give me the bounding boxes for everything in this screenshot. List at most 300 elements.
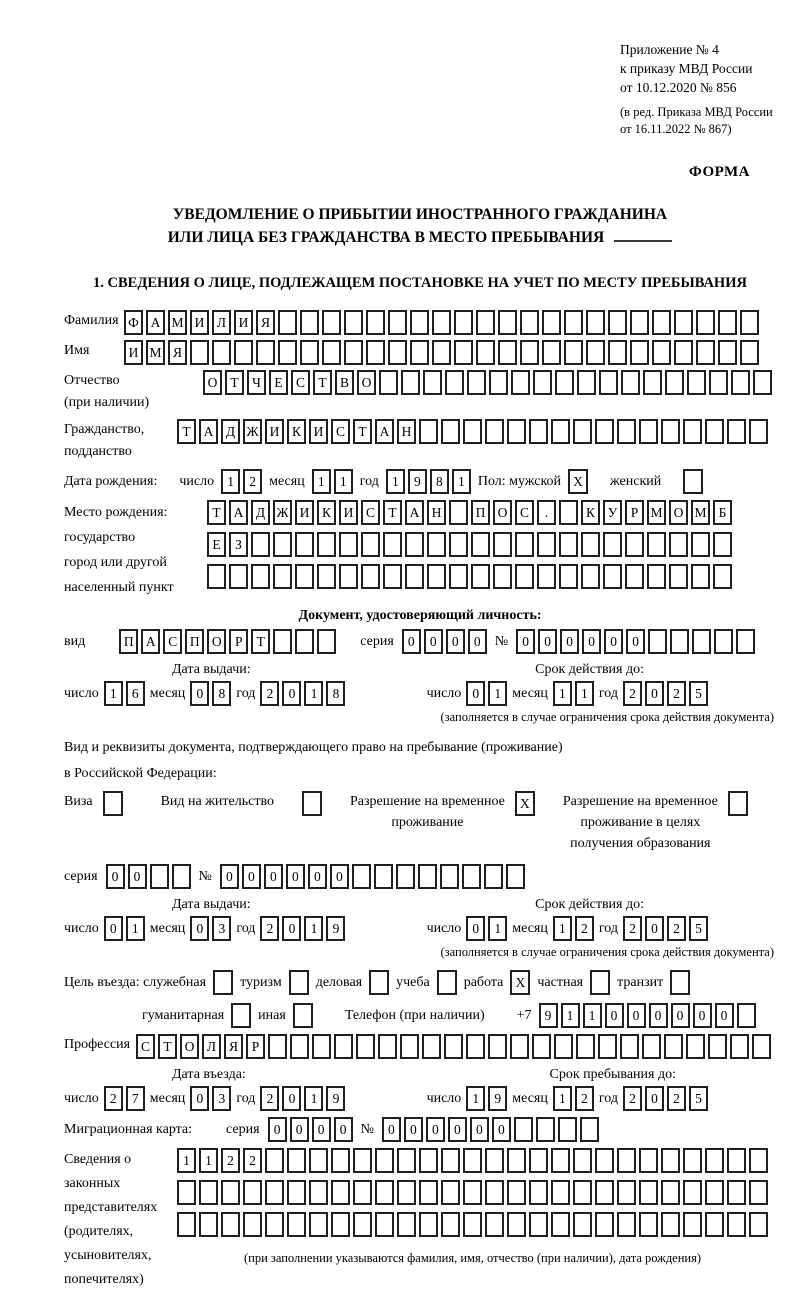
entry-date-headings [64, 1067, 776, 1083]
residence-doc-line-1: Вид и реквизиты документа, подтверждающего право на пребывание (проживание) [64, 740, 563, 755]
char-cell [661, 1212, 680, 1237]
char-cell: О [493, 500, 512, 525]
char-cell: 1 [334, 469, 353, 494]
char-cell [476, 340, 495, 365]
char-cell: У [603, 500, 622, 525]
char-cell: М [168, 310, 187, 335]
doc-valid-year [623, 681, 708, 706]
migration-card-row [64, 1117, 776, 1142]
char-cell [515, 532, 534, 557]
char-cell: К [581, 500, 600, 525]
doc-issue-year [260, 681, 345, 706]
char-cell [476, 310, 495, 335]
char-cell: Т [207, 500, 226, 525]
char-cell: П [185, 629, 204, 654]
char-cell [709, 370, 728, 395]
char-cell [537, 564, 556, 589]
char-cell: 9 [539, 1003, 558, 1028]
day-label: число [426, 1091, 462, 1106]
month-label: месяц [149, 921, 186, 936]
char-cell [234, 340, 253, 365]
char-cell: 0 [402, 629, 421, 654]
visa-label: Виза [64, 794, 93, 809]
char-cell [708, 1034, 727, 1059]
char-cell: 1 [575, 681, 594, 706]
char-cell: Я [224, 1034, 243, 1059]
char-cell: 1 [553, 916, 572, 941]
char-cell: 0 [128, 864, 147, 889]
char-cell [418, 864, 437, 889]
char-cell: Т [158, 1034, 177, 1059]
char-cell [621, 370, 640, 395]
char-cell [317, 532, 336, 557]
char-cell: 0 [330, 864, 349, 889]
char-cell: 0 [190, 681, 209, 706]
char-cell [696, 340, 715, 365]
char-cell [564, 340, 583, 365]
char-cell [630, 340, 649, 365]
birthplace-label-3: город или другой [64, 555, 167, 570]
char-cell [599, 370, 618, 395]
char-cell [251, 564, 270, 589]
year-label: год [236, 686, 256, 701]
temp-edu-label-line3: получения образования [570, 836, 711, 851]
char-cell [221, 1180, 240, 1205]
char-cell: А [199, 419, 218, 444]
char-cell: 0 [282, 1086, 301, 1111]
reps-cells-row3 [177, 1212, 768, 1237]
char-cell [692, 629, 711, 654]
char-cell [199, 1212, 218, 1237]
char-cell [229, 564, 248, 589]
char-cell: О [669, 500, 688, 525]
char-cell [309, 1180, 328, 1205]
char-cell: 1 [553, 681, 572, 706]
char-cell: 1 [561, 1003, 580, 1028]
char-cell: 2 [667, 916, 686, 941]
char-cell [551, 1148, 570, 1173]
birthplace-cells-row1 [207, 500, 732, 525]
char-cell [322, 310, 341, 335]
char-cell [378, 1034, 397, 1059]
char-cell: Т [177, 419, 196, 444]
char-cell [581, 564, 600, 589]
char-cell: З [229, 532, 248, 557]
char-cell [736, 629, 755, 654]
char-cell [749, 1180, 768, 1205]
char-cell [410, 310, 429, 335]
char-cell [507, 1212, 526, 1237]
birthplace-label-2: государство [64, 530, 136, 545]
doc-issue-day [104, 681, 145, 706]
profession-row [64, 1034, 776, 1059]
char-cell [317, 564, 336, 589]
char-cell [466, 1034, 485, 1059]
char-cell [493, 564, 512, 589]
char-cell [317, 629, 336, 654]
temp-edu-label [563, 791, 718, 854]
char-cell: А [229, 500, 248, 525]
char-cell [419, 1180, 438, 1205]
year-label: год [359, 474, 379, 489]
char-cell: Б [713, 500, 732, 525]
char-cell [300, 310, 319, 335]
char-cell [727, 419, 746, 444]
char-cell [740, 310, 759, 335]
permit-date-headings [64, 897, 776, 913]
char-cell [595, 419, 614, 444]
char-cell [383, 564, 402, 589]
char-cell: 1 [488, 681, 507, 706]
char-cell [379, 370, 398, 395]
temp-permit-label [350, 791, 505, 833]
char-cell [608, 340, 627, 365]
char-cell [221, 1212, 240, 1237]
char-cell [705, 1148, 724, 1173]
char-cell [454, 340, 473, 365]
title-underline [614, 240, 672, 242]
residence-permit-checkbox [302, 791, 322, 816]
doc-issue-heading: Дата выдачи: [172, 662, 251, 677]
stay-year [623, 1086, 708, 1111]
char-cell [177, 1180, 196, 1205]
char-cell [331, 1212, 350, 1237]
char-cell [620, 1034, 639, 1059]
char-cell [489, 370, 508, 395]
sex-female-label: женский [610, 474, 662, 489]
char-cell: 0 [671, 1003, 690, 1028]
char-cell [287, 1148, 306, 1173]
year-label: год [598, 921, 618, 936]
char-cell: В [335, 370, 354, 395]
char-cell [401, 370, 420, 395]
char-cell [683, 419, 702, 444]
stay-month [553, 1086, 594, 1111]
char-cell: 0 [492, 1117, 511, 1142]
char-cell [507, 419, 526, 444]
char-cell [396, 864, 415, 889]
seriya-label: серия [226, 1122, 260, 1137]
entry-year [260, 1086, 345, 1111]
day-label: число [426, 921, 462, 936]
permit-valid-month [553, 916, 594, 941]
char-cell [484, 864, 503, 889]
permit-seriya-cells [106, 864, 191, 889]
char-cell [445, 370, 464, 395]
char-cell: Л [202, 1034, 221, 1059]
char-cell [356, 1034, 375, 1059]
char-cell [529, 1180, 548, 1205]
migration-card-label: Миграционная карта: [64, 1122, 193, 1137]
char-cell [419, 1148, 438, 1173]
char-cell [714, 629, 733, 654]
char-cell [686, 1034, 705, 1059]
char-cell: К [287, 419, 306, 444]
char-cell: 9 [326, 1086, 345, 1111]
title-line-2: ИЛИ ЛИЦА БЕЗ ГРАЖДАНСТВА В МЕСТО ПРЕБЫВАНИЯ [167, 229, 605, 246]
representatives-row [64, 1148, 776, 1292]
char-cell: 0 [104, 916, 123, 941]
char-cell: 0 [538, 629, 557, 654]
char-cell [498, 310, 517, 335]
char-cell [400, 1034, 419, 1059]
char-cell: 0 [582, 629, 601, 654]
char-cell [639, 1212, 658, 1237]
purpose-study-label: учеба [396, 974, 430, 990]
patronymic-row [64, 370, 776, 414]
birthplace-cells-row2 [207, 532, 732, 557]
temp-edu-checkbox [728, 791, 748, 816]
char-cell: 0 [282, 681, 301, 706]
char-cell: О [203, 370, 222, 395]
char-cell [344, 340, 363, 365]
char-cell [300, 340, 319, 365]
char-cell: 0 [693, 1003, 712, 1028]
char-cell: 2 [260, 916, 279, 941]
char-cell [580, 1117, 599, 1142]
reps-label-5: усыновителях, [64, 1248, 152, 1263]
temp-permit-label-line2: проживание [391, 815, 464, 830]
purpose-other-label: иная [258, 1007, 286, 1023]
char-cell: 0 [290, 1117, 309, 1142]
char-cell [265, 1180, 284, 1205]
temp-permit-checkbox: X [515, 791, 535, 816]
char-cell: С [361, 500, 380, 525]
char-cell: 0 [715, 1003, 734, 1028]
doc-valid-month [553, 681, 594, 706]
char-cell [749, 1212, 768, 1237]
char-cell [312, 1034, 331, 1059]
char-cell [273, 564, 292, 589]
char-cell: Т [383, 500, 402, 525]
char-cell [740, 340, 759, 365]
char-cell [510, 1034, 529, 1059]
char-cell [727, 1212, 746, 1237]
phone-label: Телефон (при наличии) [344, 1007, 485, 1023]
char-cell [537, 532, 556, 557]
char-cell [727, 1148, 746, 1173]
char-cell [554, 1034, 573, 1059]
char-cell: Р [229, 629, 248, 654]
reps-label-6: попечителях) [64, 1272, 144, 1287]
reps-cells-row2 [177, 1180, 768, 1205]
forma-label: ФОРМА [688, 164, 750, 180]
char-cell: 0 [426, 1117, 445, 1142]
char-cell [278, 340, 297, 365]
char-cell: 5 [689, 1086, 708, 1111]
name-row [64, 340, 776, 365]
temp-edu-label-line2: проживание в целях [580, 815, 701, 830]
permit-dates-row [64, 916, 776, 941]
phone-cells [539, 1003, 756, 1028]
char-cell: 9 [326, 916, 345, 941]
char-cell [661, 1148, 680, 1173]
name-cells [124, 340, 759, 365]
birth-year-cells [386, 469, 471, 494]
char-cell: 0 [446, 629, 465, 654]
char-cell [485, 1212, 504, 1237]
visa-checkbox [103, 791, 123, 816]
reps-label-2: законных [64, 1176, 121, 1191]
char-cell: Н [427, 500, 446, 525]
purpose-tourism-checkbox [289, 970, 309, 995]
char-cell: 0 [560, 629, 579, 654]
char-cell [603, 564, 622, 589]
permit-type-row [64, 791, 776, 854]
char-cell [617, 1212, 636, 1237]
char-cell [617, 1148, 636, 1173]
reps-cells-row1 [177, 1148, 768, 1173]
char-cell [669, 532, 688, 557]
char-cell: А [146, 310, 165, 335]
appendix-line: Приложение № 4 [620, 42, 719, 57]
citizenship-label-2: подданство [64, 444, 132, 459]
purpose-official-checkbox [213, 970, 233, 995]
birthplace-label-1: Место рождения: [64, 505, 168, 520]
char-cell [669, 564, 688, 589]
birth-day-cells [221, 469, 262, 494]
appendix-block [620, 40, 776, 138]
char-cell [150, 864, 169, 889]
char-cell [172, 864, 191, 889]
char-cell: 0 [424, 629, 443, 654]
char-cell [256, 340, 275, 365]
year-label: год [236, 1091, 256, 1106]
char-cell [639, 1148, 658, 1173]
number-label: № [494, 634, 509, 649]
char-cell [290, 1034, 309, 1059]
char-cell [441, 1180, 460, 1205]
char-cell: 2 [575, 1086, 594, 1111]
char-cell [366, 310, 385, 335]
char-cell [493, 532, 512, 557]
month-label: месяц [149, 1091, 186, 1106]
char-cell [511, 370, 530, 395]
entry-date-heading: Дата въезда: [172, 1067, 246, 1082]
char-cell: С [291, 370, 310, 395]
number-label: № [198, 869, 212, 884]
char-cell [485, 419, 504, 444]
char-cell: Ж [243, 419, 262, 444]
char-cell [595, 1148, 614, 1173]
char-cell [652, 340, 671, 365]
char-cell [507, 1180, 526, 1205]
char-cell [529, 1212, 548, 1237]
permit-valid-year [623, 916, 708, 941]
char-cell [737, 1003, 756, 1028]
doc-valid-heading: Срок действия до: [535, 662, 644, 677]
char-cell [273, 532, 292, 557]
char-cell [440, 864, 459, 889]
char-cell [295, 564, 314, 589]
char-cell [730, 1034, 749, 1059]
char-cell [331, 1148, 350, 1173]
char-cell: Т [353, 419, 372, 444]
char-cell [705, 1212, 724, 1237]
char-cell [674, 340, 693, 365]
char-cell [449, 564, 468, 589]
char-cell: 2 [623, 916, 642, 941]
char-cell [397, 1148, 416, 1173]
char-cell [559, 500, 578, 525]
purpose-humanitarian-checkbox [231, 1003, 251, 1028]
char-cell: Т [251, 629, 270, 654]
char-cell: К [317, 500, 336, 525]
char-cell: 8 [326, 681, 345, 706]
char-cell [558, 1117, 577, 1142]
char-cell [471, 532, 490, 557]
char-cell [683, 1148, 702, 1173]
purpose-work-label: работа [463, 974, 504, 990]
residence-doc-line-2: в Российской Федерации: [64, 766, 217, 781]
month-label: месяц [269, 474, 305, 489]
char-cell: 0 [106, 864, 125, 889]
char-cell [586, 310, 605, 335]
char-cell [515, 564, 534, 589]
char-cell [683, 1212, 702, 1237]
seriya-label: серия [360, 634, 394, 649]
char-cell: Я [256, 310, 275, 335]
char-cell: Е [269, 370, 288, 395]
char-cell [309, 1212, 328, 1237]
char-cell [339, 532, 358, 557]
appendix-line: от 10.12.2020 № 856 [620, 80, 737, 95]
char-cell [199, 1180, 218, 1205]
purpose-transit-checkbox [670, 970, 690, 995]
purpose-private-label: частная [537, 974, 584, 990]
char-cell: 2 [260, 1086, 279, 1111]
char-cell [664, 1034, 683, 1059]
char-cell [449, 500, 468, 525]
phone-prefix: +7 [516, 1007, 532, 1023]
char-cell: 0 [190, 1086, 209, 1111]
purpose-transit-label: транзит [617, 974, 664, 990]
char-cell: 0 [466, 916, 485, 941]
char-cell: 0 [448, 1117, 467, 1142]
char-cell [643, 370, 662, 395]
char-cell [576, 1034, 595, 1059]
doc-number-cells [516, 629, 755, 654]
char-cell [295, 532, 314, 557]
char-cell: 0 [466, 681, 485, 706]
purpose-private-checkbox [590, 970, 610, 995]
char-cell [471, 564, 490, 589]
char-cell [190, 340, 209, 365]
doc-issue-month [190, 681, 231, 706]
char-cell [687, 370, 706, 395]
char-cell [322, 340, 341, 365]
char-cell: 1 [488, 916, 507, 941]
char-cell [397, 1212, 416, 1237]
char-cell [542, 310, 561, 335]
reps-note: (при заполнении указываются фамилия, имя, отчество (при наличии), дата рождения) [243, 1251, 702, 1265]
char-cell [441, 1212, 460, 1237]
purpose-tourism-label: туризм [240, 974, 282, 990]
char-cell: 1 [466, 1086, 485, 1111]
char-cell [463, 1148, 482, 1173]
char-cell [339, 564, 358, 589]
char-cell [463, 1180, 482, 1205]
char-cell [309, 1148, 328, 1173]
char-cell: 1 [452, 469, 471, 494]
char-cell: 2 [623, 1086, 642, 1111]
char-cell [533, 370, 552, 395]
stay-day [466, 1086, 507, 1111]
char-cell: И [190, 310, 209, 335]
char-cell [488, 1034, 507, 1059]
char-cell: И [295, 500, 314, 525]
char-cell [353, 1212, 372, 1237]
